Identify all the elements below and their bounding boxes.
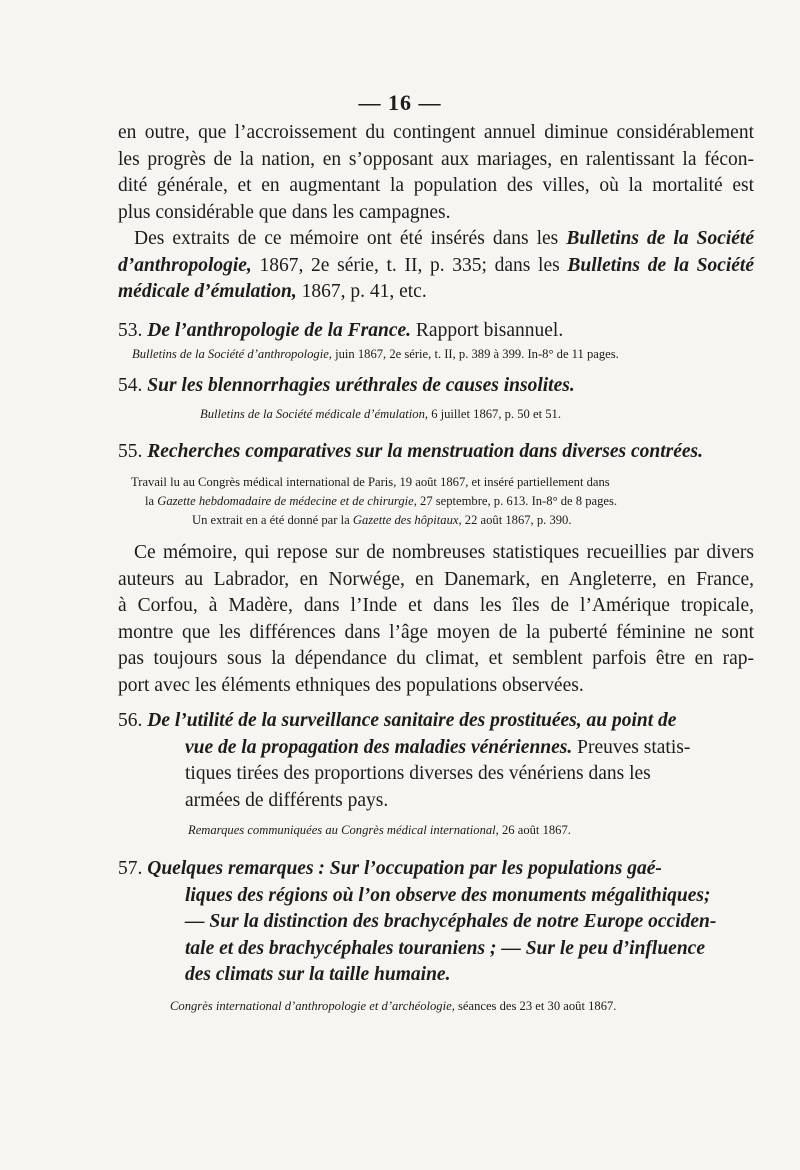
entry-title: liques des régions où l’on observe des monuments mégalithiques;: [185, 884, 711, 906]
entry-55: [118, 439, 758, 466]
extracts-text: Des extraits de ce mémoire ont été insérés dans les: [134, 228, 559, 249]
journal-title: Bulletins de la Société: [566, 228, 754, 249]
entry-rest: Rapport bisannuel.: [415, 320, 564, 341]
source-journal: Gazette des hôpitaux,: [352, 513, 462, 527]
source-line: Travail lu au Congrès médical international de Paris, 19 août 1867, et inséré partiellement dans: [131, 475, 610, 489]
intro-paragraph: [118, 120, 754, 226]
intro-line: plus considérable que dans les campagnes.: [118, 201, 451, 223]
entry-rest: armées de différents pays.: [185, 789, 389, 811]
source-text: 27 septembre, p. 613. In-8° de 8 pages.: [420, 494, 618, 508]
source-text: 22 août 1867, p. 390.: [464, 513, 572, 527]
entry-title: De l’utilité de la surveillance sanitaire des prostituées, au point de: [147, 710, 677, 731]
entry-number: 56.: [118, 710, 143, 731]
body-line: pas toujours sous la dépendance du climat, et semblent parfois être en rap-: [118, 648, 754, 669]
intro-line: les progrès de la nation, en s’opposant aux mariages, en ralentissant la fécon-: [118, 148, 754, 170]
entry-title: Quelques remarques : Sur l’occupation par les populations gaé-: [147, 858, 662, 879]
entry-title: vue de la propagation des maladies vénériennes.: [185, 736, 573, 758]
entry-rest: tiques tirées des proportions diverses des vénériens dans les: [185, 763, 651, 784]
source-text: juin 1867, 2e série, t. II, p. 389 à 399. In-8° de 11 pages.: [335, 347, 619, 361]
intro-line: en outre, que l’accroissement du contingent annuel diminue considérablement: [118, 122, 754, 143]
source-text: Un extrait en a été donné par la: [192, 513, 350, 527]
source-journal: Congrès international d’anthropologie et d’archéologie,: [170, 999, 455, 1013]
body-line: à Corfou, à Madère, dans l’Inde et dans les îles de l’Amérique tropicale,: [118, 595, 754, 616]
journal-title: médicale d’émulation,: [118, 281, 297, 302]
entry-title: des climats sur la taille humaine.: [185, 964, 451, 985]
entry-title: tale et des brachycéphales touraniens ; — Sur le peu d’influence: [185, 937, 705, 959]
body-line: montre que les différences dans l’âge moyen de la puberté féminine ne sont: [118, 621, 754, 643]
entry-53: [118, 318, 758, 345]
extracts-text: 1867, 2e série, t. II, p. 335; dans les: [259, 254, 560, 276]
entry-number: 54.: [118, 375, 143, 396]
source-journal: Gazette hebdomadaire de médecine et de chirurgie,: [157, 494, 417, 508]
source-journal: Bulletins de la Société médicale d’émulation,: [200, 407, 429, 421]
entry-rest: Preuves statis-: [577, 736, 691, 758]
source-journal: Remarques communiquées au Congrès médical international,: [188, 823, 499, 837]
entry-56: [118, 708, 758, 814]
source-text: la: [145, 494, 155, 508]
extracts-text: 1867, p. 41, etc.: [301, 281, 427, 302]
entry-number: 57.: [118, 858, 143, 879]
source-text: séances des 23 et 30 août 1867.: [458, 999, 617, 1013]
source-journal: Bulletins de la Société d’anthropologie,: [132, 347, 332, 361]
body-line: port avec les éléments ethniques des populations observées.: [118, 674, 584, 696]
source-text: 26 août 1867.: [502, 823, 571, 837]
entry-53-source: [132, 345, 757, 364]
entry-57-source: [170, 997, 760, 1016]
entry-56-source: [188, 821, 748, 840]
entry-title: Recherches comparatives sur la menstruation dans diverses contrées.: [147, 441, 704, 462]
entry-title: — Sur la distinction des brachycéphales de notre Europe occiden-: [185, 911, 717, 932]
entry-55-source: [131, 473, 759, 530]
entry-title: De l’anthropologie de la France.: [147, 320, 412, 341]
entry-54: [118, 373, 758, 400]
journal-title: Bulletins de la Société: [567, 254, 755, 276]
body-line: Ce mémoire, qui repose sur de nombreuses statistiques recueillies par divers: [134, 542, 754, 563]
intro-line: dité générale, et en augmentant la population des villes, où la mortalité est: [118, 175, 754, 196]
extracts-paragraph: [118, 226, 754, 306]
entry-number: 53.: [118, 320, 143, 341]
entry-title: Sur les blennorrhagies uréthrales de causes insolites.: [147, 375, 575, 396]
entry-number: 55.: [118, 441, 143, 462]
body-line: auteurs au Labrador, en Norwége, en Danemark, en Angleterre, en France,: [118, 568, 754, 590]
source-text: 6 juillet 1867, p. 50 et 51.: [431, 407, 561, 421]
entry-57: [118, 856, 758, 989]
entry-54-source: [200, 405, 700, 424]
page-number: — 16 —: [358, 90, 442, 115]
entry-55-body: [118, 540, 754, 699]
journal-title: d’anthropologie,: [118, 254, 252, 276]
